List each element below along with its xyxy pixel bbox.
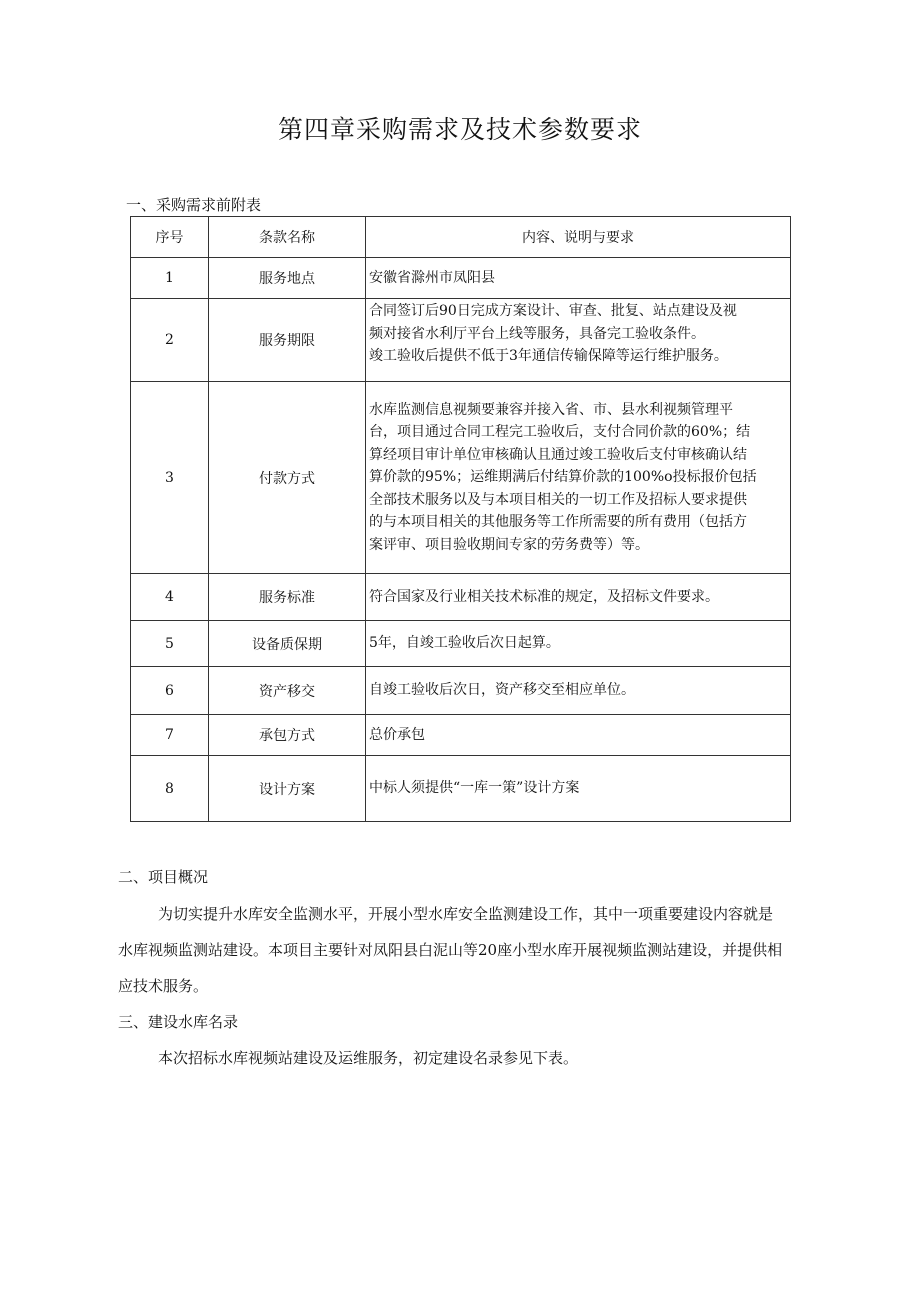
row-name: 服务期限 (209, 299, 366, 382)
row-content (366, 667, 791, 715)
section-heading-requirements: 一、采购需求前附表 (126, 196, 262, 214)
row-content (366, 258, 791, 299)
content-line: 台，项目通过合同工程完工验收后，支付合同价款的60%；结 (369, 424, 751, 441)
row-name: 承包方式 (209, 715, 366, 756)
section-heading-reservoir-list: 三、建设水库名录 (118, 1013, 239, 1031)
table-row (131, 382, 791, 574)
content-line: 水库监测信息视频要兼容并接入省、市、县水利视频管理平 (369, 401, 733, 418)
overview-paragraph (118, 896, 802, 1004)
row-number: 4 (131, 574, 209, 621)
requirements-table (130, 216, 791, 822)
table-row (131, 621, 791, 667)
paragraph-line: 本次招标水库视频站建设及运维服务，初定建设名录参见下表。 (158, 1049, 579, 1067)
paragraph-line: 水库视频监测站建设。本项目主要针对凤阳县白泥山等20座小型水库开展视频监测站建设，并提供相 (118, 941, 783, 959)
content-line: 自竣工验收后次日，资产移交至相应单位。 (369, 682, 635, 699)
row-number: 1 (131, 258, 209, 299)
table-row (131, 667, 791, 715)
row-name: 资产移交 (209, 667, 366, 715)
content-line: 符合国家及行业相关技术标准的规定，及招标文件要求。 (369, 588, 719, 605)
column-header-name: 条款名称 (209, 217, 366, 258)
table-row (131, 258, 791, 299)
row-content (366, 621, 791, 667)
row-number: 5 (131, 621, 209, 667)
row-name: 付款方式 (209, 382, 366, 574)
row-name: 设备质保期 (209, 621, 366, 667)
page-title: 第四章采购需求及技术参数要求 (277, 115, 642, 144)
content-line: 频对接省水利厅平台上线等服务，具备完工验收条件。 (369, 325, 705, 342)
content-line: 竣工验收后提供不低于3年通信传输保障等运行维护服务。 (369, 348, 728, 364)
section-heading-overview: 二、项目概况 (118, 868, 209, 886)
content-line: 合同签订后90日完成方案设计、审查、批复、站点建设及视 (369, 303, 737, 319)
row-content (366, 756, 791, 822)
content-line: 的与本项目相关的其他服务等工作所需要的所有费用（包括方 (369, 514, 747, 531)
content-line: 全部技术服务以及与本项目相关的一切工作及招标人要求提供 (369, 491, 747, 508)
content-line: 算价款的95%；运维期满后付结算价款的100%o投标报价包括 (369, 469, 757, 486)
row-number: 2 (131, 299, 209, 382)
row-name: 服务标准 (209, 574, 366, 621)
row-number: 3 (131, 382, 209, 574)
paragraph-line: 为切实提升水库安全监测水平，开展小型水库安全监测建设工作，其中一项重要建设内容就是 (158, 905, 774, 923)
table-row (131, 715, 791, 756)
table-header-row (131, 217, 791, 258)
row-content (366, 715, 791, 756)
content-line: 5年，自竣工验收后次日起算。 (369, 635, 560, 652)
reservoir-list-paragraph (118, 1040, 802, 1076)
row-content (366, 574, 791, 621)
table-row (131, 756, 791, 822)
content-line: 算经项目审计单位审核确认且通过竣工验收后支付审核确认结 (369, 446, 747, 463)
row-number: 6 (131, 667, 209, 715)
column-header-no: 序号 (131, 217, 209, 258)
table-row (131, 299, 791, 382)
row-content (366, 299, 791, 382)
row-name: 服务地点 (209, 258, 366, 299)
content-line: 中标人须提供“一库一策”设计方案 (369, 780, 580, 797)
table-row (131, 574, 791, 621)
content-line: 案评审、项目验收期间专家的劳务费等）等。 (369, 536, 649, 553)
row-number: 7 (131, 715, 209, 756)
content-line: 安徽省滁州市凤阳县 (369, 269, 495, 286)
row-content (366, 382, 791, 574)
content-line: 总价承包 (369, 726, 425, 743)
row-name: 设计方案 (209, 756, 366, 822)
row-number: 8 (131, 756, 209, 822)
column-header-content: 内容、说明与要求 (366, 217, 791, 258)
paragraph-line: 应技术服务。 (118, 977, 209, 995)
